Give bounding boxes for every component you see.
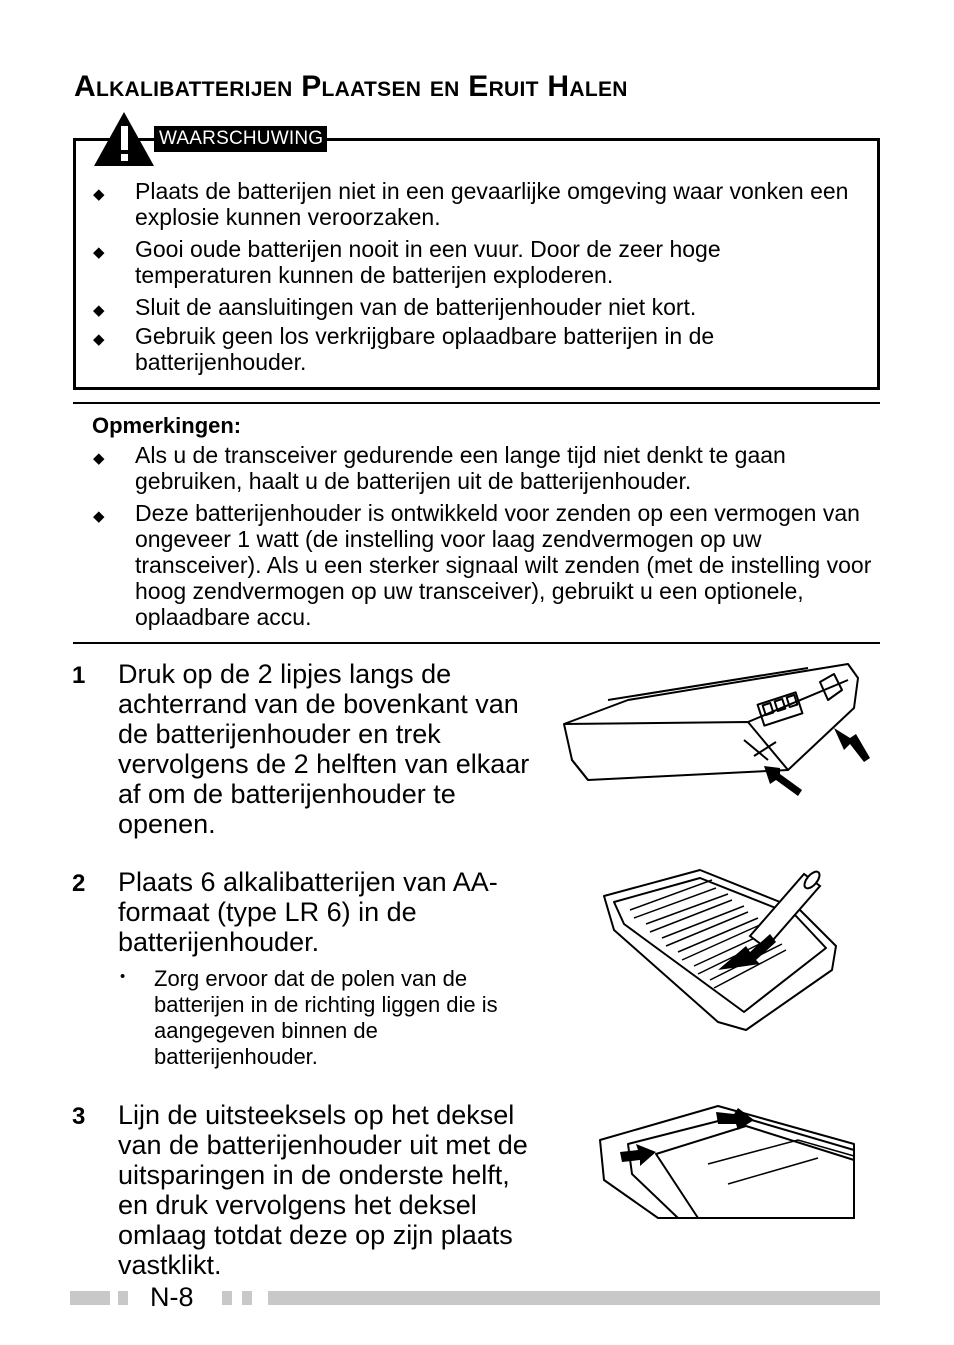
step-text: Plaats 6 alkalibatterijen van AA-formaat (type LR 6) in de batterijenhouder. — [118, 867, 498, 957]
list-item: ◆ Sluit de aansluitingen van de batterijenhouder niet kort. — [73, 294, 853, 320]
list-item: ◆ Plaats de batterijen niet in een gevaarlijke omgeving waar vonken een explosie kunnen veroorzaken. — [93, 178, 849, 230]
notes-list — [73, 442, 873, 636]
page-number: N-8 — [150, 1282, 194, 1312]
page-title: Alkalibatterijen Plaatsen en Eruit Halen — [74, 70, 628, 103]
battery-cover-illustration — [598, 1104, 856, 1222]
step-number: 3 — [72, 1103, 86, 1130]
divider — [73, 642, 880, 644]
list-item: ◆ Gebruik geen los verkrijgbare oplaadbare batterijen in de batterijenhouder. — [93, 323, 715, 375]
list-item: ◆ Als u de transceiver gedurende een lange tijd niet denkt te gaan gebruiken, haalt u de batterijen uit de batterijenhouder. — [93, 442, 786, 494]
battery-insertion-illustration — [600, 862, 840, 1034]
step-note: Zorg ervoor dat de polen van de batterijen in de richting liggen die is aangegeven binnen de batterijenhouder. — [154, 966, 498, 1069]
footer-bar — [242, 1291, 252, 1305]
warning-list — [73, 178, 853, 381]
step-text: Lijn de uitsteeksels op het deksel van de batterijenhouder uit met de uitsparingen in de onderste helft, en druk vervolgens het deksel omlaag totdat deze op zijn plaats vastklikt. — [118, 1100, 528, 1280]
sub-bullet-icon: • — [120, 968, 126, 985]
footer-bar — [118, 1291, 128, 1305]
footer-bar — [70, 1291, 110, 1305]
diamond-bullet-icon: ◆ — [93, 302, 105, 319]
list-item: ◆ Gooi oude batterijen nooit in een vuur. Door de zeer hoge temperaturen kunnen de batterijen exploderen. — [93, 236, 721, 288]
warning-label: WAARSCHUWING — [154, 126, 327, 152]
diamond-bullet-icon: ◆ — [93, 508, 105, 525]
battery-case-open-illustration — [558, 660, 878, 800]
diamond-bullet-icon: ◆ — [93, 244, 105, 261]
footer-bar — [222, 1291, 232, 1305]
step-text: Druk op de 2 lipjes langs de achterrand van de bovenkant van de batterijenhouder en trek vervolgens de 2 helften van elkaar af om de batterijenhouder te openen. — [118, 659, 530, 839]
list-item: ◆ Deze batterijenhouder is ontwikkeld voor zenden op een vermogen van ongeveer 1 watt (de instelling voor laag zendvermogen op uw transceiver). Als u een sterker signaal wilt zenden (met de instelling voor hoog zendvermogen op uw transceiver), gebruikt u een optionele, oplaadbare accu. — [93, 500, 872, 630]
diamond-bullet-icon: ◆ — [93, 186, 105, 203]
diamond-bullet-icon: ◆ — [93, 331, 105, 348]
warning-triangle-icon — [92, 110, 156, 168]
step-number: 2 — [72, 870, 86, 897]
step-number: 1 — [72, 662, 86, 689]
divider — [73, 402, 880, 404]
diamond-bullet-icon: ◆ — [93, 450, 105, 467]
footer-bar — [268, 1291, 880, 1305]
notes-heading: Opmerkingen: — [92, 413, 242, 438]
